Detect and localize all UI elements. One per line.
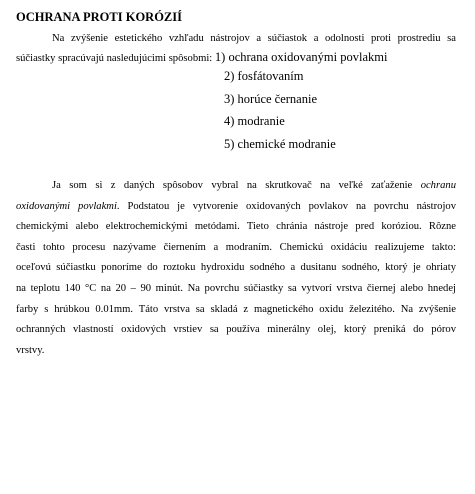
intro-line-2-text: súčiastky spracúvajú nasledujúcimi spôsobmi: — [16, 53, 213, 64]
body-line-5: oceľovú súčiastku ponoríme do roztoku hydroxidu sodného a dusitanu sodného, ktorý je ohriaty — [16, 262, 456, 274]
intro-line-1: Na zvýšenie estetického vzhľadu nástrojov a súčiastok a odolnosti proti prostrediu sa — [52, 33, 456, 44]
methods-list — [224, 65, 336, 155]
method-3: 3) horúce černanie — [224, 91, 317, 106]
body-line-1-text: Ja som si z daných spôsobov vybral na skrutkovač na veľké zaťaženie — [52, 180, 413, 191]
document-title: OCHRANA PROTI KORÓZIÍ — [16, 10, 182, 24]
body-line-2 — [16, 197, 456, 218]
body-line-7: farby s hrúbkou 0.01mm. Táto vrstva sa skladá z magnetického oxidu železitého. Na zvýšenie — [16, 303, 456, 315]
body-line-3: chemickými alebo elektrochemickými metódami. Tieto chránia nástroje pred koróziou. Rôzne — [16, 221, 456, 233]
body-line-9: vrstvy. — [16, 344, 45, 356]
method-1: 1) ochrana oxidovanými povlakmi — [214, 50, 388, 64]
body-paragraph — [16, 176, 456, 361]
method-5: 5) chemické modranie — [224, 136, 336, 151]
method-4: 4) modranie — [224, 114, 285, 128]
body-line-1 — [16, 176, 456, 197]
body-line-2-text: . Podstatou je vytvorenie oxidovaných povlakov na povrchu nástrojov — [116, 200, 456, 212]
body-line-8: ochranných vlastností oxidových vrstiev sa používa minerálny olej, ktorý preniká do pórov — [16, 324, 456, 336]
body-line-2-emphasis: oxidovanými povlakmi — [16, 200, 117, 212]
intro-paragraph — [16, 29, 456, 68]
body-line-1-emphasis: ochranu — [420, 180, 456, 191]
body-line-4: časti tohto procesu nazývame čiernením a modraním. Chemickú oxidáciu realizujeme takto: — [16, 241, 456, 253]
method-2: 2) fosfátovaním — [224, 69, 304, 83]
body-line-6: na teplotu 140 °C na 20 – 90 minút. Na povrchu súčiastky sa vytvorí vrstva čiernej alebo hnedej — [16, 282, 456, 294]
